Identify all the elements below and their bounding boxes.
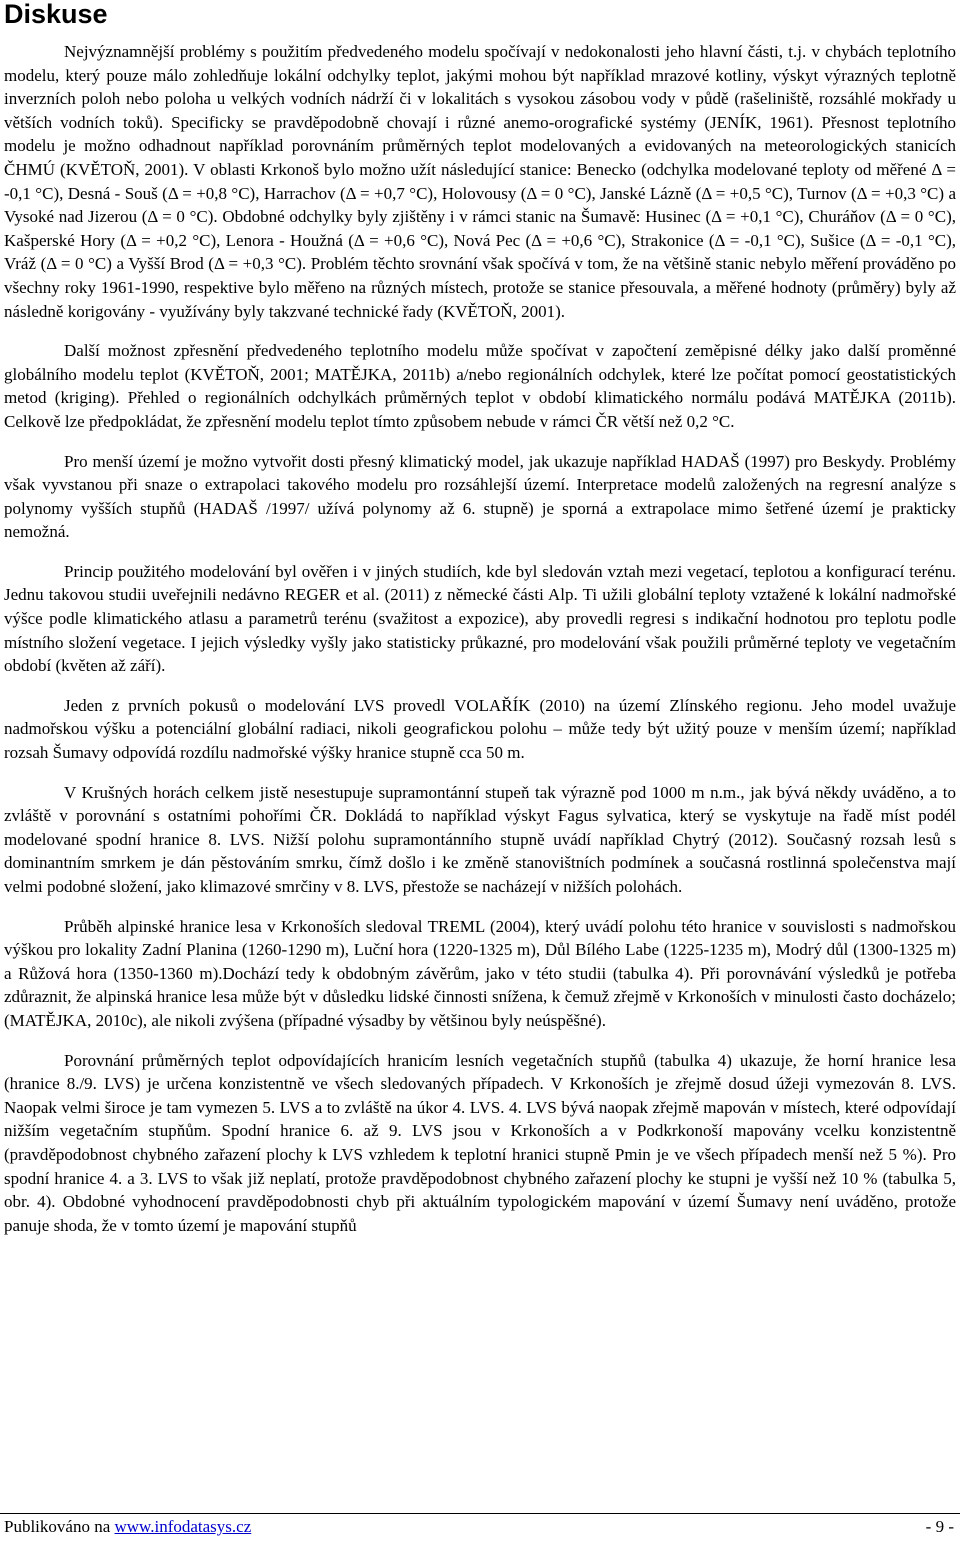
paragraph: Pro menší území je možno vytvořit dosti přesný klimatický model, jak ukazuje například HADAŠ (1997) pro Beskydy. Problémy však vyvstanou při snaze o extrapolaci takového modelu pro rozsáhlejší území. Interpretace modelů založených na regresní analýze s polynomy vyšších stupňů (HADAŠ /1997/ užívá polynomy až 6. stupně) je sporná a extrapolace mimo šetřené území je prakticky nemožná.	[4, 451, 956, 542]
footer-divider	[0, 1513, 960, 1514]
paragraph: Další možnost zpřesnění předvedeného teplotního modelu může spočívat v započtení zeměpisné délky jako další proměnné globálního modelu teplot (KVĚTOŇ, 2001; MATĚJKA, 2011b) a/nebo regionálních odchylek, které lze počítat pomocí geostatistických metod (kriging). Přehled o regionálních odchylkách průměrných teplot v období klimatického normálu podává MATĚJKA (2011b). Celkově lze předpokládat, že zpřesnění modelu teplot tímto způsobem nebude v rámci ČR větší než 0,2 °C.	[4, 341, 956, 431]
paragraph: Porovnání průměrných teplot odpovídajících hranicím lesních vegetačních stupňů (tabulka 4) ukazuje, že horní hranice lesa (hranice 8./9. LVS) je určena konzistentně ve všech sledovaných případech. V Krkonoších je zřejmě dosud úžeji vymezován 8. LVS. Naopak velmi široce je tam vymezen 5. LVS a to zvláště na úkor 4. LVS. 4. LVS bývá naopak zřejmě mapován v místech, které odpovídají nižším vegetačním stupňům. Spodní hranice 6. až 9. LVS jsou v Krkonoších a v Podkrkonoší mapovány vcelku konzistentně (pravděpodobnost chybného zařazení plochy k LVS vzhledem k teplotní hranici stupně Pmin je ve všech případech menší než 5 %). Pro spodní hranice 4. a 3. LVS to však již neplatí, protože pravděpodobnost chybného zařazení plochy ke stupni je vyšší než 10 % (tabulka 5, obr. 4). Obdobné vyhodnocení pravděpodobnosti chyb při aktuálním typologickém mapování v území Šumavy není uváděno, protože panuje shoda, že v tomto území je mapování stupňů	[4, 1050, 956, 1235]
footer-publisher	[4, 1516, 251, 1538]
paragraph: Jeden z prvních pokusů o modelování LVS provedl VOLAŘÍK (2010) na území Zlínského regionu. Jeho model uvažuje nadmořskou výšku a potenciální globální radiaci, nikoli geografickou polohu – může tedy být užitý pouze v menším území; například rozsah Šumavy odpovídá rozdílu nadmořské výšky hranice stupně cca 50 m.	[4, 695, 956, 763]
page-title: Diskuse	[4, 0, 108, 29]
discussion-body	[4, 40, 956, 1253]
page-number: - 9 -	[925, 1517, 954, 1536]
paragraph: Princip použitého modelování byl ověřen i v jiných studiích, kde byl sledován vztah mezi vegetací, teplotou a konfigurací terénu. Jednu takovou studii uveřejnili nedávno REGER et al. (2011) z německé části Alp. Ti užili globální teploty vztažené k lokální nadmořské výšce podle klimatického atlasu a parametrů terénu (svažitost a expozice), aby provedli regresi s indikační hodnotou pro teplotu podle místního složení vegetace. I jejich výsledky vyšly jako statisticky průkazné, pro modelování však použili průměrné teploty ve vegetačním období (květen až září).	[4, 561, 956, 676]
paragraph: Nejvýznamnější problémy s použitím předvedeného modelu spočívají v nedokonalosti jeho hlavní části, t.j. v chybách teplotního modelu, který pouze málo zohledňuje lokální odchylky teplot, jakými mohou být například mrazové kotliny, výskyt výrazných teplotně inverzních poloh nebo poloha u velkých vodních nádrží či v lokalitách s vysokou zásobou vody v půdě (rašeliniště, rozsáhlé mokřady u větších vodních toků). Specificky se pravděpodobně chovají i různé anemo-orografické systémy (JENÍK, 1961). Přesnost teplotního modelu je možno odhadnout například porovnáním průměrných teplot modelovaných a evidovaných na meteorologických stanicích ČHMÚ (KVĚTOŇ, 2001). V oblasti Krkonoš bylo možno užít následující stanice: Benecko (odchylka modelované teploty od měřené Δ = -0,1 °C), Desná - Souš (Δ = +0,8 °C), Harrachov (Δ = +0,7 °C), Holovousy (Δ = 0 °C), Janské Lázně (Δ = +0,5 °C), Turnov (Δ = +0,3 °C) a Vysoké nad Jizerou (Δ = 0 °C). Obdobné odchylky byly zjištěny i v rámci stanic na Šumavě: Husinec (Δ = +0,1 °C), Churáňov (Δ = 0 °C), Kašperské Hory (Δ = +0,2 °C), Lenora - Houžná (Δ = +0,6 °C), Nová Pec (Δ = +0,6 °C), Strakonice (Δ = -0,1 °C), Sušice (Δ = -0,1 °C), Vráž (Δ = 0 °C) a Vyšší Brod (Δ = +0,3 °C). Problém těchto srovnání však spočívá v tom, že na většině stanic nebylo měření prováděno po všechny roky 1961-1990, respektive bylo měřeno na různých místech, protože se stanice přesouvala, a měřené hodnoty (průměry) byly až následně korigovány - využívány byly takzvané technické řady (KVĚTOŇ, 2001).	[4, 42, 956, 321]
page-footer	[4, 1516, 954, 1538]
paragraph: Průběh alpinské hranice lesa v Krkonoších sledoval TREML (2004), který uvádí polohu této hranice v souvislosti s nadmořskou výškou pro lokality Zadní Planina (1260-1290 m), Luční hora (1220-1325 m), Důl Bílého Labe (1225-1235 m), Modrý důl (1300-1325 m) a Růžová hora (1350-1360 m).Dochází tedy k obdobným závěrům, jako v této studii (tabulka 4). Při porovnávání výsledků je potřeba zdůraznit, že alpinská hranice lesa může být v důsledku lidské činnosti snížena, k čemuž zřejmě v Krkonoších v minulosti často docházelo; (MATĚJKA, 2010c), ale nikoli zvýšena (případné výsadby by většinou byly neúspěšné).	[4, 916, 956, 1030]
paragraph: V Krušných horách celkem jistě nesestupuje supramontánní stupeň tak výrazně pod 1000 m n.m., jak bývá někdy uváděno, a to zvláště v porovnání s ostatními pohořími ČR. Dokládá to například výskyt Fagus sylvatica, který se vyskytuje na řadě míst podél modelované spodní hranice 8. LVS. Nižší polohu supramontánního stupně uvádí například Chytrý (2012). Současný rozsah lesů s dominantním smrkem je dán pěstováním smrku, čímž došlo i ke změně stanovištních podmínek a současná rostlinná společenstva mají velmi podobné složení, jako klimazové smrčiny v 8. LVS, přestože se nacházejí v nižších polohách.	[4, 782, 956, 896]
website-link[interactable]: www.infodatasys.cz	[114, 1517, 252, 1536]
footer-published-label: Publikováno na	[4, 1517, 111, 1536]
